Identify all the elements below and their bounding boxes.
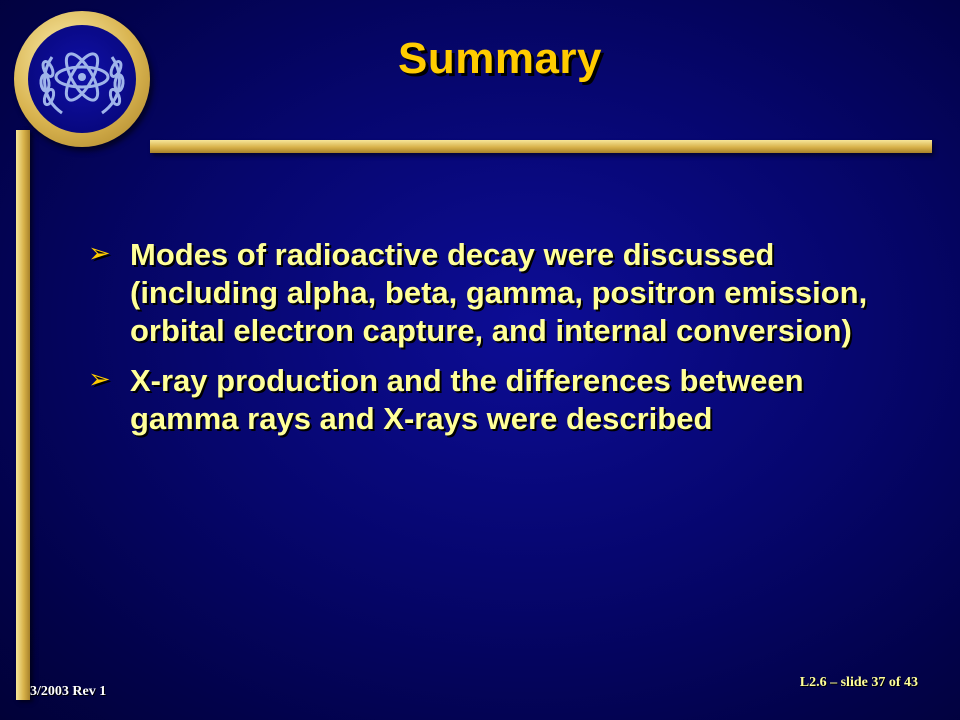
bullet-list <box>88 236 918 450</box>
arrow-bullet-icon: ➢ <box>88 238 111 269</box>
gold-frame-vertical <box>16 130 30 700</box>
revision-label: 3/2003 Rev 1 <box>30 684 107 699</box>
list-item <box>88 362 918 438</box>
arrow-bullet-icon: ➢ <box>88 364 111 395</box>
iaea-atom-laurel-icon <box>28 25 136 133</box>
bullet-text: X-ray production and the differences between gamma rays and X-rays were described <box>130 363 804 436</box>
bullet-text: Modes of radioactive decay were discussed (including alpha, beta, gamma, positron emission, orbital electron capture, and internal conversion) <box>130 237 868 348</box>
list-item <box>88 236 918 350</box>
iaea-emblem <box>14 11 150 147</box>
gold-frame-horizontal <box>150 140 932 153</box>
slide-number: L2.6 – slide 37 of 43 <box>799 675 918 690</box>
slide-title: Summary <box>397 34 603 83</box>
